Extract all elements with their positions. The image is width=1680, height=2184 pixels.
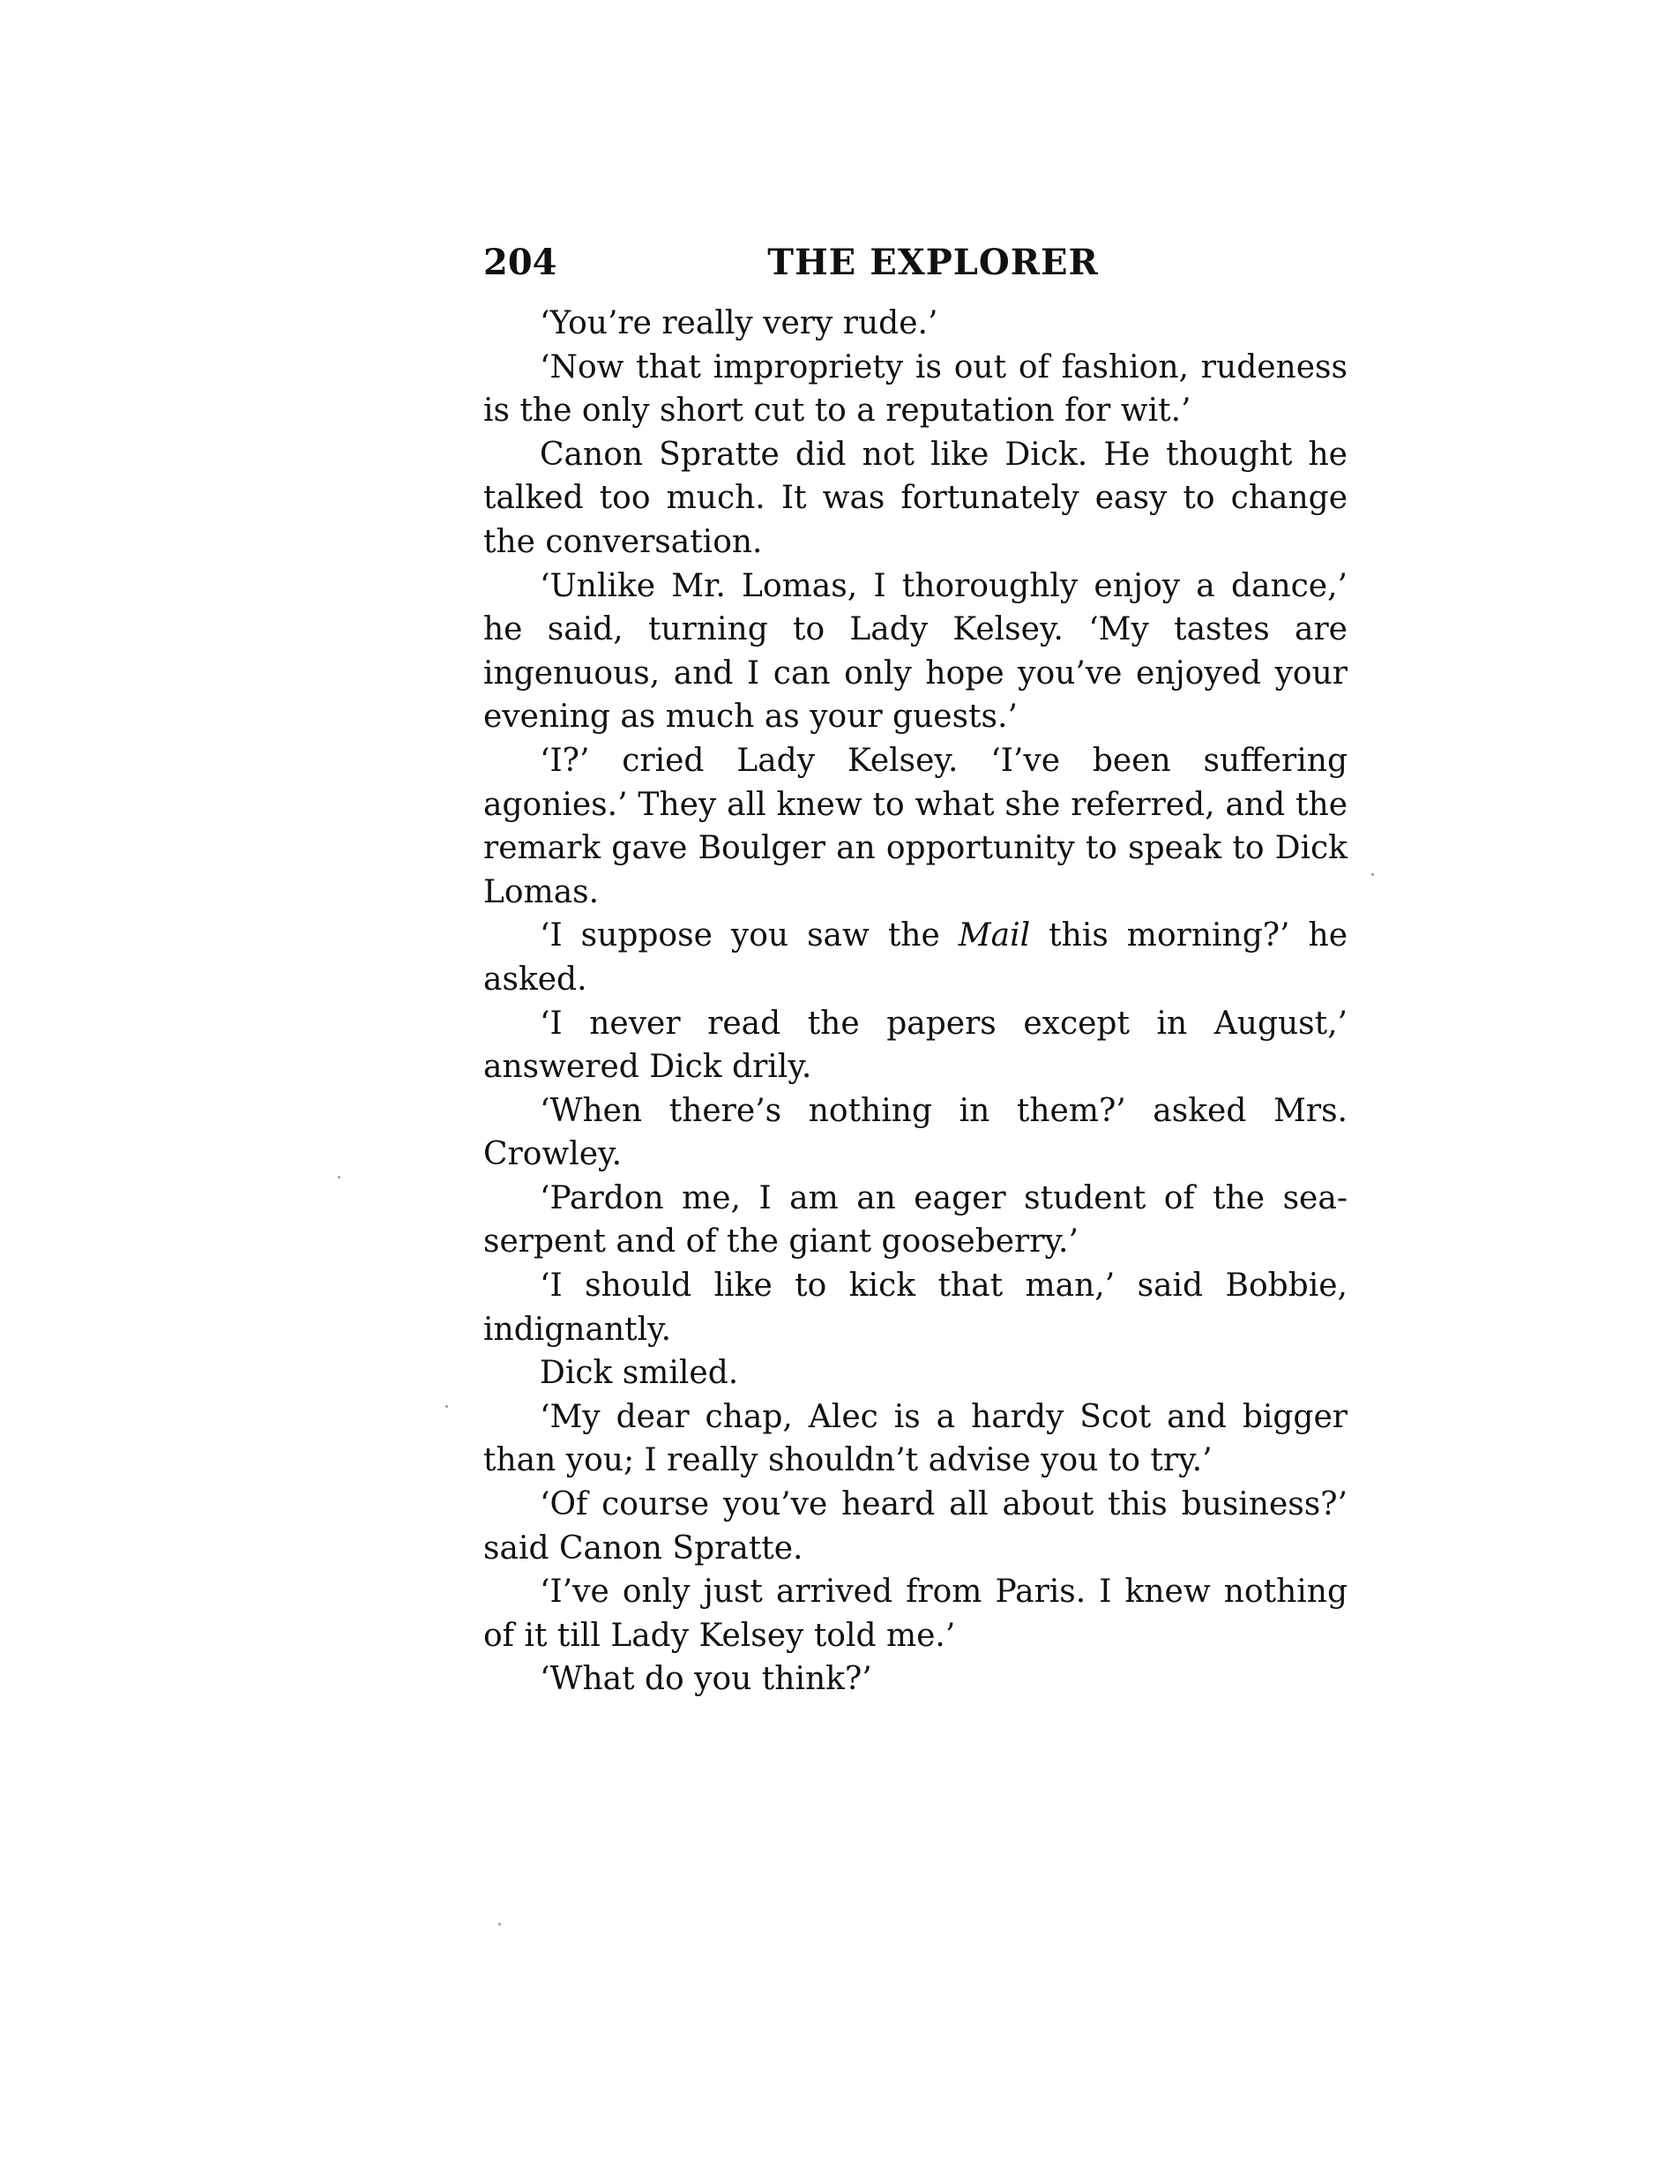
paragraph: ‘Pardon me, I am an eager student of the sea-serpent and of the giant gooseberry.’ [483, 1179, 1348, 1260]
paragraph: Canon Spratte did not like Dick. He thought he talked too much. It was fortunately easy to change the conversation. [483, 436, 1348, 560]
paragraph: ‘When there’s nothing in them?’ asked Mrs. Crowley. [483, 1092, 1348, 1173]
paper-speck [445, 1405, 448, 1408]
paragraph: ‘Now that impropriety is out of fashion, rudeness is the only short cut to a reputation for wit.’ [483, 348, 1348, 430]
paragraph: ‘I should like to kick that man,’ said Bobbie, indignantly. [483, 1268, 1348, 1348]
paragraph: ‘Unlike Mr. Lomas, I thoroughly enjoy a dance,’ he said, turning to Lady Kelsey. ‘My tastes are ingenuous, and I can only hope you’ve enjoyed your evening as much as your guests.’ [483, 567, 1348, 736]
paragraph: ‘I?’ cried Lady Kelsey. ‘I’ve been suffering agonies.’ They all knew to what she referred, and the remark gave Boulger an opportunity to speak to Dick Lomas. [483, 742, 1348, 910]
mail-text-before: ‘I suppose you saw the [540, 917, 959, 954]
paragraph: ‘My dear chap, Alec is a hardy Scot and bigger than you; I really shouldn’t advise you to try.’ [483, 1398, 1348, 1479]
paragraph: Dick smiled. [540, 1355, 739, 1392]
page-header [483, 236, 1348, 289]
paragraph: ‘Of course you’ve heard all about this business?’ said Canon Spratte. [483, 1486, 1348, 1567]
body-text [483, 302, 1348, 1702]
running-title: THE EXPLORER [767, 242, 1099, 283]
paragraph: ‘I’ve only just arrived from Paris. I knew nothing of it till Lady Kelsey told me.’ [483, 1574, 1348, 1654]
paragraph: ‘What do you think?’ [540, 1661, 872, 1698]
page-number: 204 [483, 242, 557, 283]
paper-speck [1371, 873, 1374, 876]
paper-speck [338, 1176, 340, 1178]
paragraph-mail [483, 914, 1348, 1001]
paragraph: ‘You’re really very rude.’ [540, 305, 938, 341]
mail-text-italic: Mail [958, 917, 1031, 954]
paragraph: ‘I never read the papers except in August,’ answered Dick drily. [483, 1005, 1348, 1086]
paper-speck [498, 1923, 501, 1926]
mail-text-after: this morning?’ he asked. [483, 917, 1348, 998]
